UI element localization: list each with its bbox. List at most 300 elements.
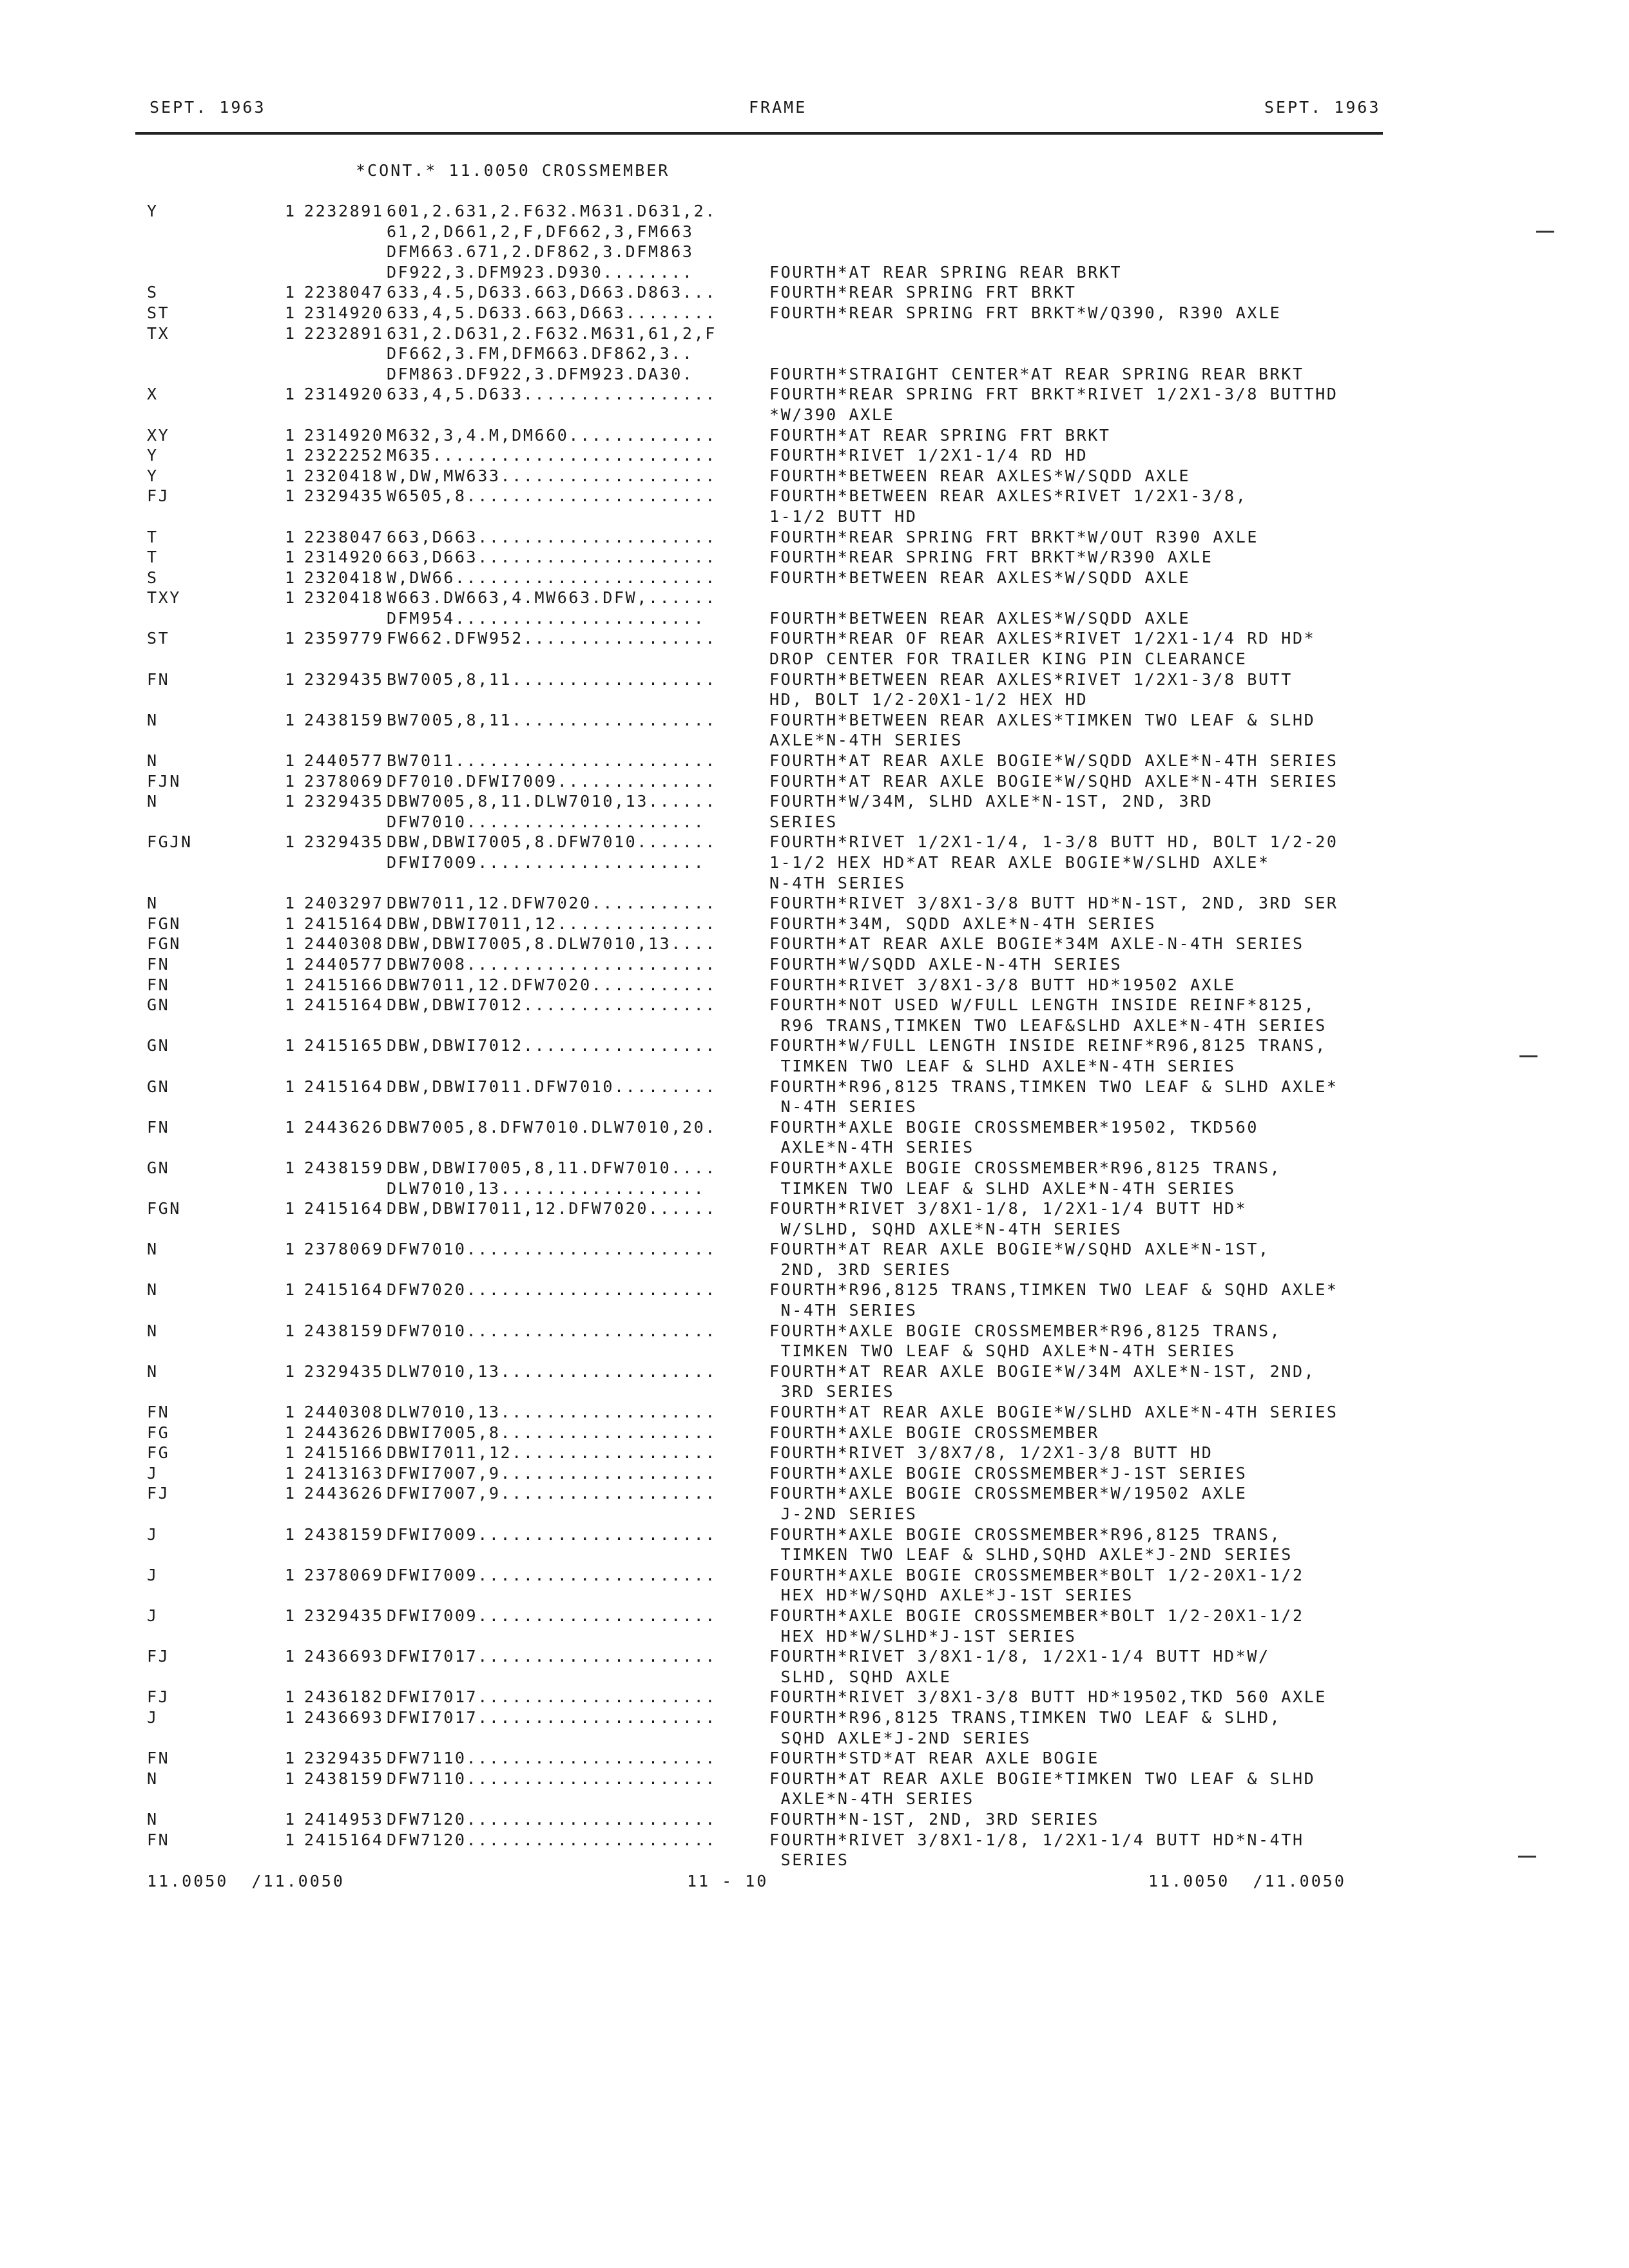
description: HEX HD*W/SQHD AXLE*J-1ST SERIES <box>769 1586 1133 1605</box>
quantity: 1 <box>285 1749 296 1768</box>
parts-row <box>0 1443 1629 1463</box>
parts-row <box>0 873 1629 894</box>
description: HD, BOLT 1/2-20X1-1/2 HEX HD <box>769 690 1088 709</box>
part-number: 2329435 <box>304 1606 384 1625</box>
series-code: FN <box>147 1830 170 1849</box>
quantity: 1 <box>285 1809 296 1829</box>
parts-row <box>0 1483 1629 1504</box>
part-number: 2329435 <box>304 486 384 506</box>
series-code: FJ <box>147 1687 170 1707</box>
model-list: DLW7010,13................... <box>387 1361 717 1381</box>
model-list: DBW,DBWI7012................. <box>387 1036 717 1055</box>
parts-row <box>0 445 1629 466</box>
quantity: 1 <box>285 1769 296 1788</box>
part-number: 2415164 <box>304 995 384 1015</box>
quantity: 1 <box>285 669 296 689</box>
part-number: 2314920 <box>304 303 384 322</box>
part-number: 2438159 <box>304 710 384 729</box>
model-list: W6505,8...................... <box>387 486 717 506</box>
parts-row <box>0 1239 1629 1260</box>
part-number: 2314920 <box>304 425 384 445</box>
model-list: DFW7110...................... <box>387 1749 717 1768</box>
model-list: BW7005,8,11.................. <box>387 669 717 689</box>
series-code: J <box>147 1707 159 1727</box>
model-list: DLW7010,13.................. <box>387 1178 706 1198</box>
parts-row <box>0 364 1629 385</box>
quantity: 1 <box>285 629 296 648</box>
series-code: N <box>147 710 159 729</box>
description: FOURTH*REAR SPRING FRT BRKT <box>769 283 1077 302</box>
series-code: T <box>147 527 159 546</box>
part-number: 2378069 <box>304 1565 384 1584</box>
parts-row <box>0 852 1629 873</box>
parts-row <box>0 1178 1629 1199</box>
description: HEX HD*W/SLHD*J-1ST SERIES <box>769 1626 1077 1646</box>
model-list: DFWI7017..................... <box>387 1687 717 1707</box>
part-number: 2232891 <box>304 202 384 220</box>
parts-row <box>0 1585 1629 1606</box>
parts-row <box>0 1158 1629 1178</box>
description: AXLE*N-4TH SERIES <box>769 1138 974 1157</box>
parts-row <box>0 486 1629 506</box>
series-code: T <box>147 548 159 567</box>
parts-row <box>0 1789 1629 1809</box>
quantity: 1 <box>285 751 296 771</box>
part-number: 2413163 <box>304 1463 384 1483</box>
model-list: DFW7010..................... <box>387 812 706 831</box>
series-code: X <box>147 385 159 404</box>
series-code: FJ <box>147 1647 170 1666</box>
series-code: GN <box>147 1158 170 1177</box>
parts-row <box>0 1830 1629 1850</box>
model-list: DFW7110...................... <box>387 1769 717 1788</box>
description: FOURTH*AXLE BOGIE CROSSMEMBER*J-1ST SERIES <box>769 1463 1248 1483</box>
quantity: 1 <box>285 1647 296 1666</box>
parts-row <box>0 791 1629 812</box>
margin-mark <box>1519 1055 1537 1057</box>
part-number: 2436693 <box>304 1707 384 1727</box>
part-number: 2378069 <box>304 1240 384 1259</box>
parts-row <box>0 222 1629 242</box>
parts-row <box>0 1524 1629 1545</box>
parts-row <box>0 242 1629 262</box>
description: FOURTH*REAR SPRING FRT BRKT*W/OUT R390 AXLE <box>769 527 1259 546</box>
description: FOURTH*AT REAR AXLE BOGIE*W/SQHD AXLE*N-4TH SERIES <box>769 771 1338 791</box>
parts-row <box>0 751 1629 771</box>
description: *W/390 AXLE <box>769 405 895 424</box>
quantity: 1 <box>285 1280 296 1300</box>
model-list: DFWI7017..................... <box>387 1647 717 1666</box>
part-number: 2415164 <box>304 914 384 933</box>
description: FOURTH*REAR SPRING FRT BRKT*RIVET 1/2X1-3/8 BUTTHD <box>769 385 1338 404</box>
parts-row <box>0 1015 1629 1036</box>
series-code: N <box>147 792 159 811</box>
parts-row <box>0 689 1629 710</box>
parts-row <box>0 1606 1629 1626</box>
quantity: 1 <box>285 934 296 954</box>
parts-row <box>0 1077 1629 1097</box>
parts-row <box>0 1687 1629 1707</box>
part-number: 2238047 <box>304 527 384 546</box>
description: N-4TH SERIES <box>769 1097 918 1117</box>
parts-row <box>0 649 1629 669</box>
part-number: 2440577 <box>304 954 384 974</box>
quantity: 1 <box>285 1158 296 1177</box>
series-code: FN <box>147 669 170 689</box>
parts-row <box>0 975 1629 995</box>
description: FOURTH*AXLE BOGIE CROSSMEMBER*BOLT 1/2-20X1-1/2 <box>769 1606 1304 1625</box>
quantity: 1 <box>285 486 296 506</box>
description: SERIES <box>769 1850 849 1870</box>
parts-row <box>0 1341 1629 1361</box>
parts-row <box>0 262 1629 283</box>
part-number: 2440577 <box>304 751 384 771</box>
parts-row <box>0 1219 1629 1240</box>
part-number: 2415166 <box>304 975 384 994</box>
model-list: DBW7005,8.DFW7010.DLW7010,20. <box>387 1117 717 1137</box>
part-number: 2359779 <box>304 629 384 648</box>
parts-row <box>0 954 1629 975</box>
model-list: 633,4.5,D633.663,D663.D863... <box>387 283 717 302</box>
quantity: 1 <box>285 1423 296 1442</box>
description: FOURTH*R96,8125 TRANS,TIMKEN TWO LEAF & SLHD AXLE* <box>769 1077 1338 1096</box>
series-code: FN <box>147 954 170 974</box>
model-list: DBW,DBWI7012................. <box>387 995 717 1015</box>
series-code: J <box>147 1524 159 1544</box>
description: FOURTH*AT REAR SPRING FRT BRKT <box>769 425 1111 445</box>
model-list: 633,4,5.D633................. <box>387 385 717 404</box>
parts-row <box>0 893 1629 914</box>
model-list: DF662,3.FM,DFM663.DF862,3.. <box>387 344 694 363</box>
model-list: DFWI7009..................... <box>387 1565 717 1584</box>
model-list: DBW,DBWI7011,12.DFW7020...... <box>387 1199 717 1218</box>
parts-row <box>0 1504 1629 1524</box>
model-list: DBW7011,12.DFW7020........... <box>387 894 717 913</box>
parts-row <box>0 730 1629 751</box>
description: FOURTH*RIVET 3/8X1-3/8 BUTT HD*19502,TKD 560 AXLE <box>769 1687 1327 1707</box>
series-code: FN <box>147 1749 170 1768</box>
quantity: 1 <box>285 283 296 302</box>
series-code: FJ <box>147 486 170 506</box>
series-code: GN <box>147 995 170 1015</box>
part-number: 2440308 <box>304 1403 384 1422</box>
model-list: DBWI7005,8................... <box>387 1423 717 1442</box>
part-number: 2415164 <box>304 1199 384 1218</box>
series-code: N <box>147 1361 159 1381</box>
description: FOURTH*AXLE BOGIE CROSSMEMBER*R96,8125 TRANS, <box>769 1524 1282 1544</box>
parts-row <box>0 1381 1629 1402</box>
quantity: 1 <box>285 527 296 546</box>
quantity: 1 <box>285 914 296 933</box>
model-list: DFW7010...................... <box>387 1321 717 1340</box>
description: AXLE*N-4TH SERIES <box>769 731 963 750</box>
part-number: 2440308 <box>304 934 384 954</box>
parts-row <box>0 934 1629 954</box>
header-section-title: FRAME <box>749 98 807 117</box>
header-date-left: SEPT. 1963 <box>149 98 266 117</box>
parts-row <box>0 1626 1629 1647</box>
description: FOURTH*RIVET 3/8X1-3/8 BUTT HD*19502 AXLE <box>769 975 1236 994</box>
description: FOURTH*R96,8125 TRANS,TIMKEN TWO LEAF & SLHD, <box>769 1707 1282 1727</box>
model-list: 663,D663..................... <box>387 548 717 567</box>
quantity: 1 <box>285 1199 296 1218</box>
model-list: DF7010.DFWI7009.............. <box>387 771 717 791</box>
model-list: 631,2.D631,2.F632.M631,61,2,F <box>387 323 717 343</box>
quantity: 1 <box>285 954 296 974</box>
parts-row <box>0 1646 1629 1667</box>
model-list: W,DW66....................... <box>387 568 717 587</box>
series-code: FGN <box>147 934 181 954</box>
description: FOURTH*AT REAR SPRING REAR BRKT <box>769 262 1123 282</box>
series-code: N <box>147 751 159 771</box>
series-code: FJN <box>147 771 181 791</box>
series-code: FN <box>147 1117 170 1137</box>
parts-listing <box>0 201 1629 1870</box>
quantity: 1 <box>285 1240 296 1259</box>
parts-row <box>0 628 1629 649</box>
quantity: 1 <box>285 466 296 485</box>
quantity: 1 <box>285 1077 296 1096</box>
parts-row <box>0 1097 1629 1117</box>
model-list: DFWI7007,9................... <box>387 1484 717 1503</box>
parts-row <box>0 201 1629 222</box>
description: FOURTH*RIVET 3/8X7/8, 1/2X1-3/8 BUTT HD <box>769 1443 1213 1463</box>
part-number: 2436693 <box>304 1647 384 1666</box>
model-list: 633,4,5.D633.663,D663........ <box>387 303 717 322</box>
model-list: DFM954...................... <box>387 608 706 628</box>
description: FOURTH*BETWEEN REAR AXLES*W/SQDD AXLE <box>769 466 1191 485</box>
parts-row <box>0 1402 1629 1423</box>
footer-ref-right: 11.0050 /11.0050 <box>1148 1872 1346 1890</box>
series-code: N <box>147 1769 159 1788</box>
description: FOURTH*AT REAR AXLE BOGIE*W/SLHD AXLE*N-4TH SERIES <box>769 1403 1338 1422</box>
series-code: FG <box>147 1443 170 1463</box>
series-code: J <box>147 1606 159 1625</box>
part-number: 2329435 <box>304 1749 384 1768</box>
description: N-4TH SERIES <box>769 873 906 892</box>
model-list: DBW,DBWI7005,8,11.DFW7010.... <box>387 1158 717 1177</box>
margin-mark <box>1518 1856 1536 1858</box>
quantity: 1 <box>285 1606 296 1625</box>
model-list: DBW,DBWI7011.DFW7010......... <box>387 1077 717 1096</box>
description: FOURTH*RIVET 3/8X1-1/8, 1/2X1-1/4 BUTT HD*W/ <box>769 1647 1270 1666</box>
series-code: ST <box>147 629 170 648</box>
series-code: ST <box>147 303 170 322</box>
part-number: 2438159 <box>304 1321 384 1340</box>
series-code: FN <box>147 1403 170 1422</box>
quantity: 1 <box>285 710 296 729</box>
description: FOURTH*BETWEEN REAR AXLES*TIMKEN TWO LEAF & SLHD <box>769 710 1316 729</box>
parts-row <box>0 425 1629 446</box>
parts-row <box>0 1321 1629 1341</box>
quantity: 1 <box>285 771 296 791</box>
description: FOURTH*AT REAR AXLE BOGIE*TIMKEN TWO LEAF & SLHD <box>769 1769 1316 1788</box>
description: SLHD, SQHD AXLE <box>769 1667 952 1686</box>
quantity: 1 <box>285 832 296 852</box>
description: 3RD SERIES <box>769 1382 895 1401</box>
quantity: 1 <box>285 1321 296 1340</box>
description: R96 TRANS,TIMKEN TWO LEAF&SLHD AXLE*N-4TH SERIES <box>769 1015 1327 1035</box>
parts-row <box>0 588 1629 608</box>
description: FOURTH*REAR OF REAR AXLES*RIVET 1/2X1-1/4 RD HD* <box>769 629 1316 648</box>
parts-row <box>0 527 1629 548</box>
parts-row <box>0 1850 1629 1870</box>
parts-row <box>0 1769 1629 1789</box>
quantity: 1 <box>285 425 296 445</box>
part-number: 2320418 <box>304 466 384 485</box>
model-list: 663,D663..................... <box>387 527 717 546</box>
description: TIMKEN TWO LEAF & SQHD AXLE*N-4TH SERIES <box>769 1341 1236 1361</box>
parts-row <box>0 771 1629 792</box>
series-code: N <box>147 1809 159 1829</box>
parts-row <box>0 1361 1629 1382</box>
parts-row <box>0 1300 1629 1321</box>
part-number: 2329435 <box>304 1361 384 1381</box>
parts-row <box>0 384 1629 405</box>
description: 1-1/2 HEX HD*AT REAR AXLE BOGIE*W/SLHD AXLE* <box>769 853 1270 872</box>
parts-row <box>0 1544 1629 1565</box>
description: FOURTH*AT REAR AXLE BOGIE*34M AXLE-N-4TH SERIES <box>769 934 1304 954</box>
description: FOURTH*AT REAR AXLE BOGIE*W/SQDD AXLE*N-4TH SERIES <box>769 751 1338 771</box>
quantity: 1 <box>285 1687 296 1707</box>
parts-row <box>0 608 1629 629</box>
model-list: DFWI7009.................... <box>387 853 706 872</box>
parts-row <box>0 1423 1629 1443</box>
quantity: 1 <box>285 446 296 465</box>
quantity: 1 <box>285 975 296 994</box>
parts-row <box>0 832 1629 852</box>
series-code: N <box>147 1280 159 1300</box>
part-number: 2320418 <box>304 588 384 608</box>
quantity: 1 <box>285 1361 296 1381</box>
parts-row <box>0 1260 1629 1280</box>
header-date-right: SEPT. 1963 <box>1264 98 1381 117</box>
description: FOURTH*W/SQDD AXLE-N-4TH SERIES <box>769 954 1123 974</box>
part-number: 2443626 <box>304 1423 384 1442</box>
description: TIMKEN TWO LEAF & SLHD AXLE*N-4TH SERIES <box>769 1056 1236 1075</box>
series-code: GN <box>147 1036 170 1055</box>
description: FOURTH*REAR SPRING FRT BRKT*W/R390 AXLE <box>769 548 1213 567</box>
series-code: TX <box>147 323 170 343</box>
part-number: 2443626 <box>304 1484 384 1503</box>
description: FOURTH*STRAIGHT CENTER*AT REAR SPRING REAR BRKT <box>769 364 1304 383</box>
parts-row <box>0 506 1629 527</box>
series-code: Y <box>147 202 159 220</box>
series-code: FG <box>147 1423 170 1442</box>
model-list: W663.DW663,4.MW663.DFW,...... <box>387 588 717 608</box>
description: TIMKEN TWO LEAF & SLHD,SQHD AXLE*J-2ND SERIES <box>769 1545 1293 1564</box>
quantity: 1 <box>285 1524 296 1544</box>
part-number: 2443626 <box>304 1117 384 1137</box>
model-list: DLW7010,13................... <box>387 1403 717 1422</box>
model-list: DFM663.671,2.DF862,3.DFM863 <box>387 242 694 262</box>
series-code: Y <box>147 466 159 485</box>
parts-row <box>0 914 1629 934</box>
part-number: 2438159 <box>304 1524 384 1544</box>
quantity: 1 <box>285 1463 296 1483</box>
description: FOURTH*AT REAR AXLE BOGIE*W/34M AXLE*N-1ST, 2ND, <box>769 1361 1316 1381</box>
part-number: 2238047 <box>304 283 384 302</box>
part-number: 2415164 <box>304 1280 384 1300</box>
parts-row <box>0 812 1629 832</box>
series-code: N <box>147 1240 159 1259</box>
series-code: FGN <box>147 914 181 933</box>
part-number: 2314920 <box>304 385 384 404</box>
model-list: DFW7020...................... <box>387 1280 717 1300</box>
header-rule <box>135 132 1383 135</box>
quantity: 1 <box>285 323 296 343</box>
model-list: BW7005,8,11.................. <box>387 710 717 729</box>
description: FOURTH*AT REAR AXLE BOGIE*W/SQHD AXLE*N-1ST, <box>769 1240 1270 1259</box>
description: FOURTH*AXLE BOGIE CROSSMEMBER*R96,8125 TRANS, <box>769 1158 1282 1177</box>
footer-page-number: 11 - 10 <box>687 1872 769 1890</box>
series-code: S <box>147 568 159 587</box>
part-number: 2378069 <box>304 771 384 791</box>
part-number: 2415165 <box>304 1036 384 1055</box>
parts-row <box>0 1728 1629 1749</box>
series-code: GN <box>147 1077 170 1096</box>
description: J-2ND SERIES <box>769 1504 918 1523</box>
description: N-4TH SERIES <box>769 1301 918 1320</box>
description: AXLE*N-4TH SERIES <box>769 1789 974 1809</box>
model-list: DFW7010...................... <box>387 1240 717 1259</box>
parts-row <box>0 343 1629 364</box>
description: FOURTH*RIVET 3/8X1-1/8, 1/2X1-1/4 BUTT HD*N-4TH <box>769 1830 1304 1849</box>
part-number: 2415164 <box>304 1830 384 1849</box>
series-code: FGJN <box>147 832 193 852</box>
series-code: S <box>147 283 159 302</box>
quantity: 1 <box>285 1443 296 1463</box>
part-number: 2232891 <box>304 323 384 343</box>
part-number: 2436182 <box>304 1687 384 1707</box>
quantity: 1 <box>285 548 296 567</box>
quantity: 1 <box>285 995 296 1015</box>
description: W/SLHD, SQHD AXLE*N-4TH SERIES <box>769 1219 1123 1238</box>
quantity: 1 <box>285 1117 296 1137</box>
parts-row <box>0 1117 1629 1138</box>
parts-row <box>0 405 1629 425</box>
quantity: 1 <box>285 1830 296 1849</box>
model-list: DFM863.DF922,3.DFM923.DA30. <box>387 364 694 383</box>
description: FOURTH*AXLE BOGIE CROSSMEMBER <box>769 1423 1099 1442</box>
parts-row <box>0 282 1629 303</box>
description: FOURTH*AXLE BOGIE CROSSMEMBER*R96,8125 TRANS, <box>769 1321 1282 1340</box>
series-code: J <box>147 1463 159 1483</box>
model-list: M632,3,4.M,DM660............. <box>387 425 717 445</box>
series-code: N <box>147 894 159 913</box>
series-code: J <box>147 1565 159 1584</box>
description: FOURTH*RIVET 1/2X1-1/4 RD HD <box>769 446 1088 465</box>
parts-row <box>0 1667 1629 1687</box>
description: FOURTH*BETWEEN REAR AXLES*RIVET 1/2X1-3/8, <box>769 486 1248 506</box>
description: FOURTH*R96,8125 TRANS,TIMKEN TWO LEAF & SQHD AXLE* <box>769 1280 1338 1300</box>
parts-row <box>0 568 1629 588</box>
model-list: DBW,DBWI7005,8.DFW7010....... <box>387 832 717 852</box>
description: FOURTH*AXLE BOGIE CROSSMEMBER*BOLT 1/2-20X1-1/2 <box>769 1565 1304 1584</box>
description: FOURTH*BETWEEN REAR AXLES*W/SQDD AXLE <box>769 568 1191 587</box>
description: FOURTH*BETWEEN REAR AXLES*W/SQDD AXLE <box>769 608 1191 628</box>
part-number: 2415164 <box>304 1077 384 1096</box>
description: TIMKEN TWO LEAF & SLHD AXLE*N-4TH SERIES <box>769 1178 1236 1198</box>
description: FOURTH*RIVET 1/2X1-1/4, 1-3/8 BUTT HD, BOLT 1/2-20 <box>769 832 1338 852</box>
parts-row <box>0 303 1629 323</box>
footer-ref-left: 11.0050 /11.0050 <box>147 1872 345 1890</box>
model-list: DBW,DBWI7011,12.............. <box>387 914 717 933</box>
model-list: DFWI7009..................... <box>387 1606 717 1625</box>
parts-row <box>0 710 1629 731</box>
parts-row <box>0 1565 1629 1586</box>
part-number: 2329435 <box>304 669 384 689</box>
